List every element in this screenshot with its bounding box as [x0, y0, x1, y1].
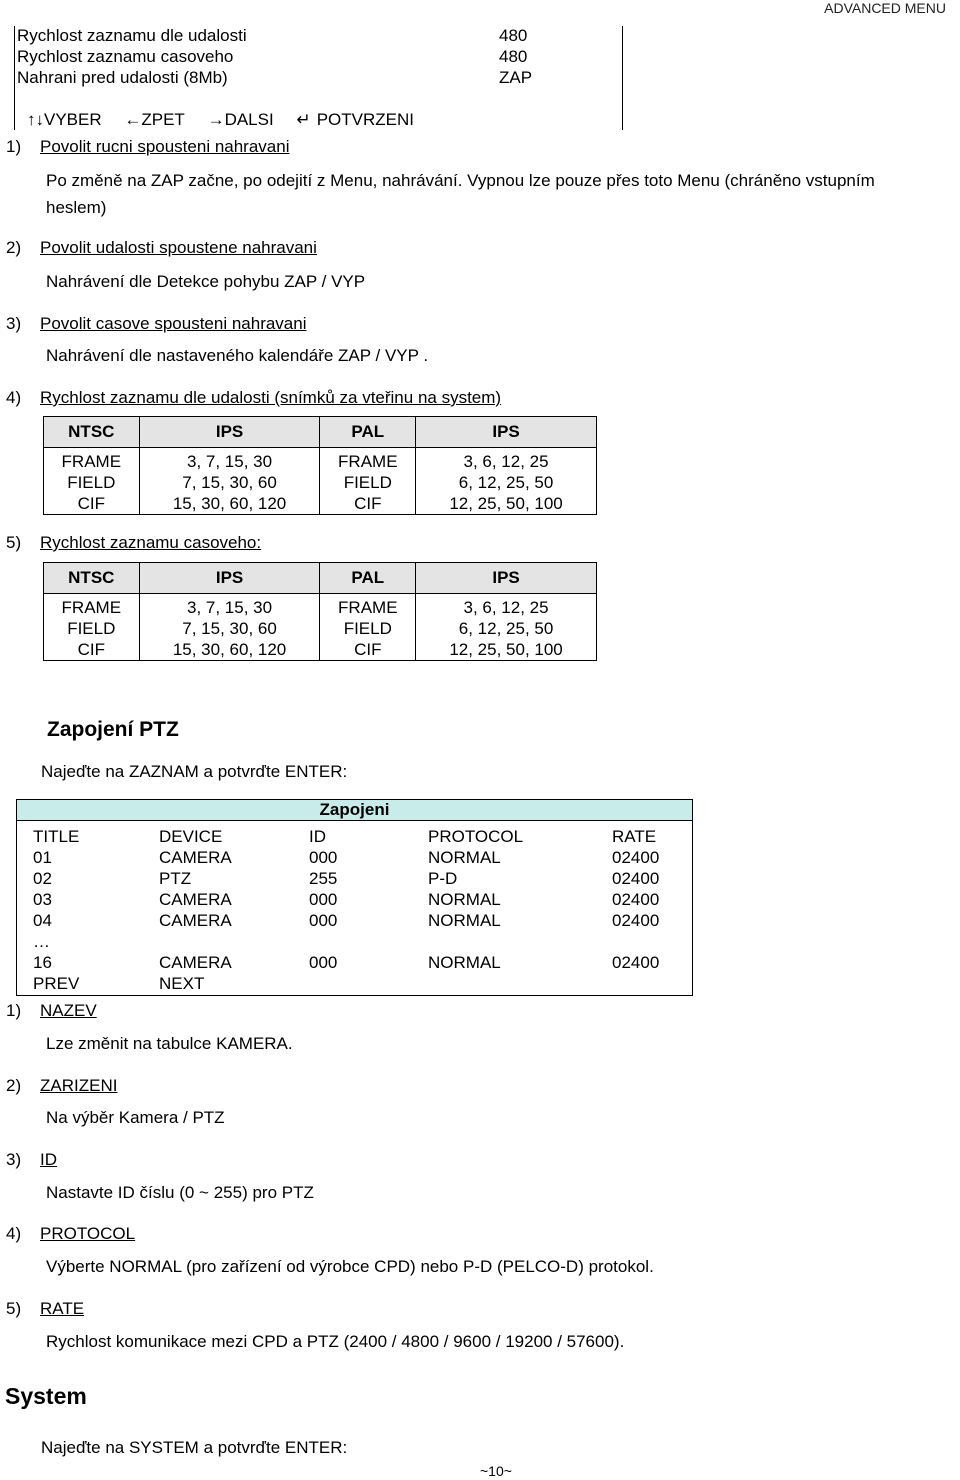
table-cell: 01	[33, 848, 52, 867]
table-cell: FRAME	[44, 448, 140, 473]
table-row	[44, 448, 597, 473]
nav-legend	[27, 110, 432, 130]
field-title: ZARIZENI	[40, 1076, 118, 1095]
item-number: 4)	[6, 388, 22, 407]
nav-back: ←ZPET	[124, 110, 185, 129]
table-row	[44, 493, 597, 515]
item-desc: Nahrávení dle nastaveného kalendáře ZAP / VYP .	[46, 346, 429, 365]
table-cell: FRAME	[44, 594, 140, 619]
ips-table-event	[43, 416, 597, 515]
item-title: Povolit udalosti spoustene nahravani	[40, 238, 317, 257]
table-row	[17, 848, 692, 869]
item-title: Rychlost zaznamu dle udalosti (snímků za vteřinu na system)	[40, 388, 502, 407]
setting-value: ZAP	[499, 68, 533, 87]
table-cell: 04	[33, 911, 52, 930]
ptz-table	[16, 799, 693, 996]
table-header: IPS	[416, 417, 597, 448]
item-number: 5)	[6, 533, 22, 552]
up-down-arrow-icon: ↑↓	[27, 110, 44, 129]
table-header: PAL	[320, 417, 416, 448]
table-cell: CIF	[44, 493, 140, 515]
table-cell: 02400	[612, 911, 660, 930]
column-header: RATE	[612, 827, 657, 846]
table-cell: NORMAL	[428, 911, 501, 930]
item-title: Rychlost zaznamu casoveho:	[40, 533, 262, 552]
ptz-instruction: Najeďte na ZAZNAM a potvrďte ENTER:	[41, 762, 348, 781]
table-cell: 15, 30, 60, 120	[139, 639, 320, 661]
table-cell: FIELD	[320, 618, 416, 639]
table-row	[17, 932, 692, 953]
field-desc: Nastavte ID číslu (0 ~ 255) pro PTZ	[46, 1183, 314, 1202]
nav-next: →DALSI	[207, 110, 274, 129]
table-cell: 6, 12, 25, 50	[416, 618, 597, 639]
item-desc: Po změně na ZAP začne, po odejití z Menu, nahrávání. Vypnou lze pouze přes toto Menu (chráněno vstupním	[46, 171, 875, 190]
column-header: TITLE	[33, 827, 80, 846]
table-cell: FRAME	[320, 448, 416, 473]
right-arrow-icon: →	[207, 110, 225, 129]
table-header: NTSC	[44, 417, 140, 448]
ptz-table-title: Zapojeni	[17, 800, 692, 821]
table-cell: 03	[33, 890, 52, 909]
section-heading-ptz: Zapojení PTZ	[47, 718, 179, 741]
field-desc: Výberte NORMAL (pro zařízení od výrobce CPD) nebo P-D (PELCO-D) protokol.	[46, 1257, 654, 1276]
table-cell: 15, 30, 60, 120	[139, 493, 320, 515]
table-cell: NORMAL	[428, 890, 501, 909]
column-header: DEVICE	[159, 827, 223, 846]
table-cell: FIELD	[44, 472, 140, 493]
table-cell: CAMERA	[159, 848, 232, 867]
table-cell: 000	[309, 911, 338, 930]
field-title: RATE	[40, 1299, 85, 1318]
table-cell: 12, 25, 50, 100	[416, 639, 597, 661]
table-cell: 7, 15, 30, 60	[139, 618, 320, 639]
table-cell: 3, 6, 12, 25	[416, 448, 597, 473]
ptz-pager-row	[17, 974, 692, 995]
table-cell: 000	[309, 953, 338, 972]
field-title: PROTOCOL	[40, 1224, 136, 1243]
table-cell: 7, 15, 30, 60	[139, 472, 320, 493]
table-row	[17, 869, 692, 890]
table-cell: 255	[309, 869, 338, 888]
table-cell: CIF	[320, 639, 416, 661]
table-cell: FIELD	[320, 472, 416, 493]
setting-value: 480	[499, 26, 528, 45]
field-desc: Na výběr Kamera / PTZ	[46, 1108, 225, 1127]
item-title: Povolit rucni spousteni nahravani	[40, 137, 290, 156]
prev-button[interactable]: PREV	[33, 974, 80, 993]
table-cell: P-D	[428, 869, 458, 888]
table-cell: NORMAL	[428, 848, 501, 867]
nav-select: ↑↓VYBER	[27, 110, 102, 129]
table-cell: NORMAL	[428, 953, 501, 972]
table-row	[17, 953, 692, 974]
section-heading-system: System	[5, 1383, 87, 1409]
table-cell: 02400	[612, 869, 660, 888]
header-title: ADVANCED MENU	[824, 0, 946, 16]
table-cell: CAMERA	[159, 911, 232, 930]
table-cell: 000	[309, 890, 338, 909]
column-header: PROTOCOL	[428, 827, 524, 846]
table-cell: 3, 6, 12, 25	[416, 594, 597, 619]
table-header: IPS	[416, 563, 597, 594]
nav-confirm: ↵ POTVRZENI	[296, 110, 414, 129]
table-header: PAL	[320, 563, 416, 594]
table-row	[44, 472, 597, 493]
table-cell: 02	[33, 869, 52, 888]
table-row	[44, 618, 597, 639]
column-header: ID	[309, 827, 326, 846]
table-cell: 3, 7, 15, 30	[139, 448, 320, 473]
setting-label: Rychlost zaznamu dle udalosti	[17, 26, 247, 45]
table-cell: PTZ	[159, 869, 192, 888]
system-instruction: Najeďte na SYSTEM a potvrďte ENTER:	[41, 1438, 348, 1457]
setting-label: Rychlost zaznamu casoveho	[17, 47, 234, 66]
table-cell: 02400	[612, 848, 660, 867]
table-row	[17, 911, 692, 932]
field-title: ID	[40, 1150, 57, 1169]
table-row	[17, 890, 692, 911]
item-number: 4)	[6, 1224, 22, 1243]
page-number: ~10~	[480, 1463, 512, 1479]
item-number: 2)	[6, 238, 22, 257]
table-row	[44, 639, 597, 661]
table-cell: CAMERA	[159, 953, 232, 972]
table-cell: FRAME	[320, 594, 416, 619]
table-cell: 3, 7, 15, 30	[139, 594, 320, 619]
field-desc: Lze změnit na tabulce KAMERA.	[46, 1034, 293, 1053]
item-number: 5)	[6, 1299, 22, 1318]
setting-label: Nahrani pred udalosti (8Mb)	[17, 68, 228, 87]
item-number: 3)	[6, 1150, 22, 1169]
table-cell: 6, 12, 25, 50	[416, 472, 597, 493]
field-title: NAZEV	[40, 1001, 97, 1020]
table-cell: CAMERA	[159, 890, 232, 909]
table-cell: 02400	[612, 953, 660, 972]
table-cell: 16	[33, 953, 52, 972]
table-cell: CIF	[44, 639, 140, 661]
item-desc: Nahrávení dle Detekce pohybu ZAP / VYP	[46, 272, 366, 291]
item-number: 3)	[6, 314, 22, 333]
ptz-header-row	[17, 827, 692, 848]
table-header: NTSC	[44, 563, 140, 594]
ips-table-time	[43, 562, 597, 661]
item-title: Povolit casove spousteni nahravani	[40, 314, 307, 333]
item-number: 1)	[6, 1001, 22, 1020]
table-cell: 12, 25, 50, 100	[416, 493, 597, 515]
table-cell: 000	[309, 848, 338, 867]
table-cell: CIF	[320, 493, 416, 515]
table-header: IPS	[139, 563, 320, 594]
table-cell: FIELD	[44, 618, 140, 639]
left-arrow-icon: ←	[124, 110, 142, 129]
next-button[interactable]: NEXT	[159, 974, 205, 993]
table-cell: 02400	[612, 890, 660, 909]
table-header: IPS	[139, 417, 320, 448]
enter-icon: ↵	[296, 110, 311, 129]
table-cell: …	[33, 932, 50, 951]
field-desc: Rychlost komunikace mezi CPD a PTZ (2400 / 4800 / 9600 / 19200 / 57600).	[46, 1332, 625, 1351]
item-number: 1)	[6, 137, 22, 156]
table-row	[44, 594, 597, 619]
item-number: 2)	[6, 1076, 22, 1095]
item-desc: heslem)	[46, 198, 107, 217]
setting-value: 480	[499, 47, 528, 66]
